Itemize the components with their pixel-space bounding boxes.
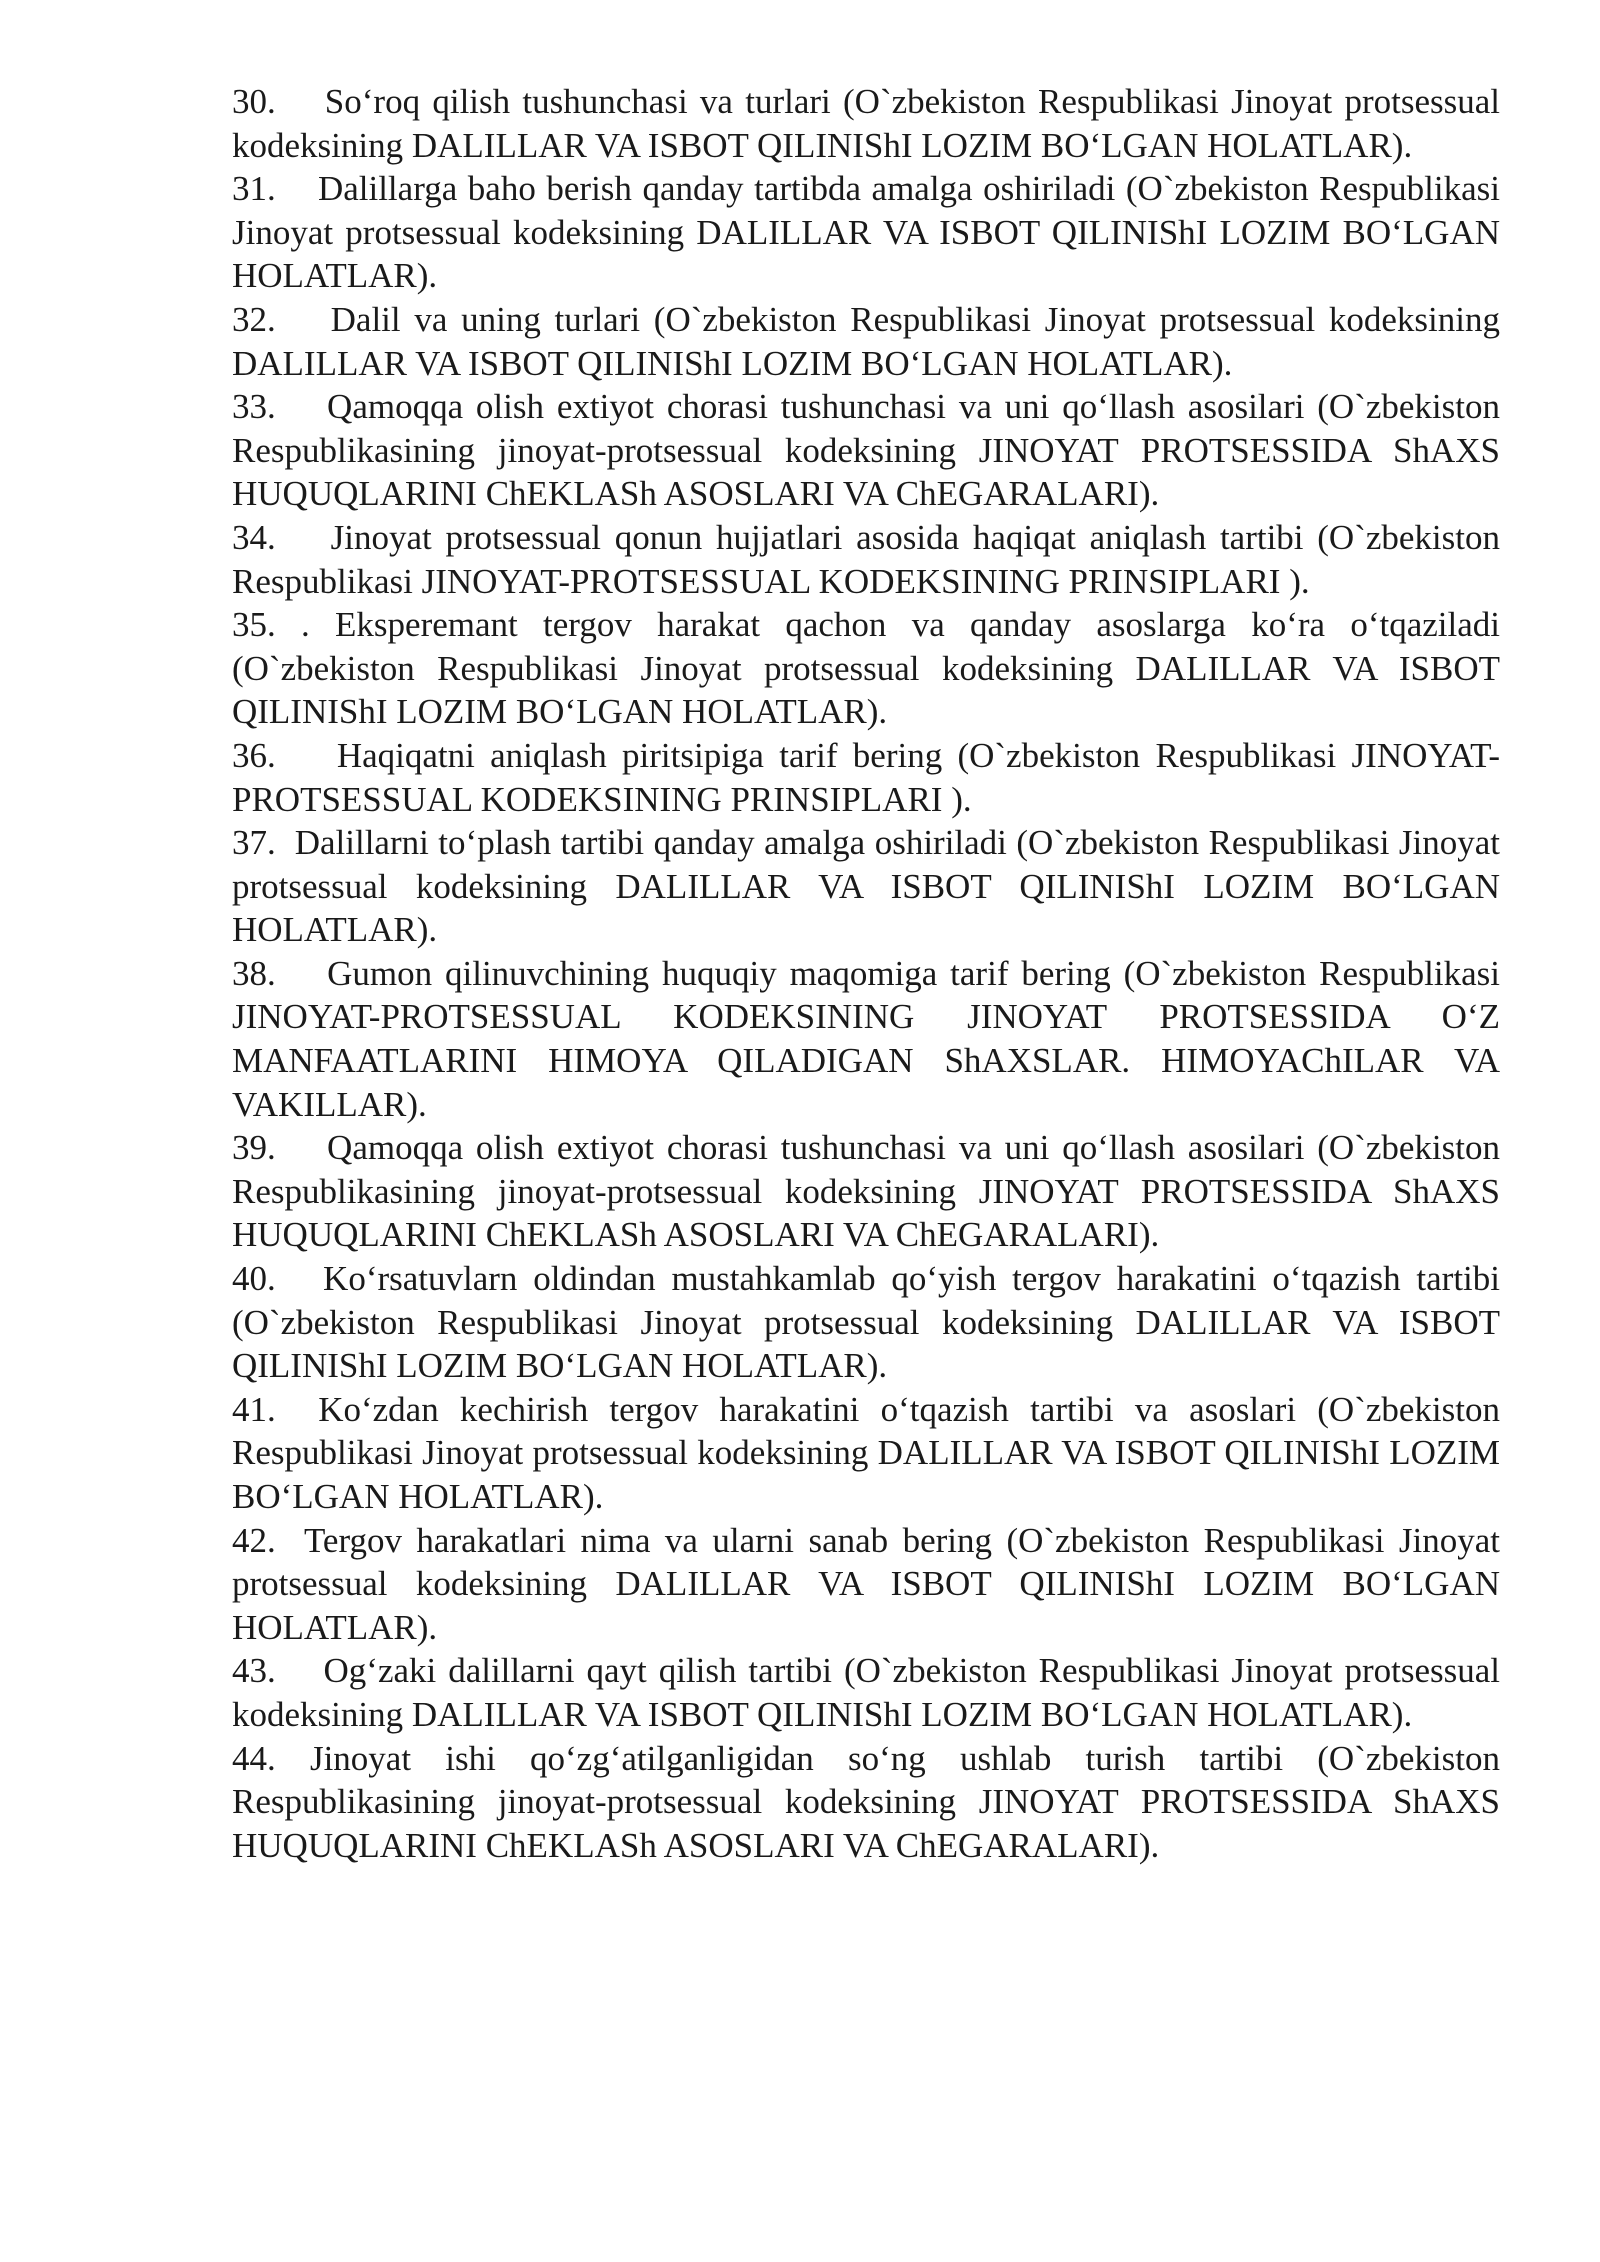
list-item: 40. Ko‘rsatuvlarn oldindan mustahkamlab qo‘yish tergov harakatini o‘tqazish tartibi (O`zbekiston Respublikasi Jinoyat protsessual kodeksining DALILLAR VA ISBOT QILINIShI LOZIM BO‘LGAN HOLATLAR). bbox=[232, 1259, 1500, 1386]
list-item: 38. Gumon qilinuvchining huquqiy maqomiga tarif bering (O`zbekiston Respublikasi JINOYAT-PROTSESSUAL KODEKSINING JINOYAT PROTSESSIDA O‘Z MANFAATLARINI HIMOYA QILADIGAN ShAXSLAR. HIMOYAChILAR VA VAKILLAR). bbox=[232, 953, 1500, 1124]
list-item: 43. Og‘zaki dalillarni qayt qilish tartibi (O`zbekiston Respublikasi Jinoyat protsessual kodeksining DALILLAR VA ISBOT QILINIShI LOZIM BO‘LGAN HOLATLAR). bbox=[232, 1651, 1500, 1734]
list-item: 36. Haqiqatni aniqlash piritsipiga tarif bering (O`zbekiston Respublikasi JINOYAT-PROTSESSUAL KODEKSINING PRINSIPLARI ). bbox=[232, 735, 1500, 819]
list-item: 37. Dalillarni to‘plash tartibi qanday amalga oshiriladi (O`zbekiston Respublikasi Jinoyat protsessual kodeksining DALILLAR VA ISBOT QILINIShI LOZIM BO‘LGAN HOLATLAR). bbox=[232, 823, 1500, 950]
question-list bbox=[232, 80, 1500, 1867]
list-item: 35. . Eksperemant tergov harakat qachon va qanday asoslarga ko‘ra o‘tqaziladi (O`zbekiston Respublikasi Jinoyat protsessual kodeksining DALILLAR VA ISBOT QILINIShI LOZIM BO‘LGAN HOLATLAR). bbox=[232, 605, 1500, 732]
list-item: 34. Jinoyat protsessual qonun hujjatlari asosida haqiqat aniqlash tartibi (O`zbekiston Respublikasi JINOYAT-PROTSESSUAL KODEKSINING PRINSIPLARI ). bbox=[232, 517, 1500, 601]
list-item: 30. So‘roq qilish tushunchasi va turlari (O`zbekiston Respublikasi Jinoyat protsessual kodeksining DALILLAR VA ISBOT QILINIShI LOZIM BO‘LGAN HOLATLAR). bbox=[232, 82, 1500, 165]
list-item: 33. Qamoqqa olish extiyot chorasi tushunchasi va uni qo‘llash asosilari (O`zbekiston Respublikasining jinoyat-protsessual kodeksining JINOYAT PROTSESSIDA ShAXS HUQUQLARINI ChEKLASh ASOSLARI VA ChEGARALARI). bbox=[232, 387, 1500, 514]
list-item: 41. Ko‘zdan kechirish tergov harakatini o‘tqazish tartibi va asoslari (O`zbekiston Respublikasi Jinoyat protsessual kodeksining DALILLAR VA ISBOT QILINIShI LOZIM BO‘LGAN HOLATLAR). bbox=[232, 1389, 1500, 1516]
list-item: 42. Tergov harakatlari nima va ularni sanab bering (O`zbekiston Respublikasi Jinoyat protsessual kodeksining DALILLAR VA ISBOT QILINIShI LOZIM BO‘LGAN HOLATLAR). bbox=[232, 1520, 1500, 1647]
list-item: 32. Dalil va uning turlari (O`zbekiston Respublikasi Jinoyat protsessual kodeksining DALILLAR VA ISBOT QILINIShI LOZIM BO‘LGAN HOLATLAR). bbox=[232, 299, 1500, 383]
list-item: 31. Dalillarga baho berish qanday tartibda amalga oshiriladi (O`zbekiston Respublikasi Jinoyat protsessual kodeksining DALILLAR VA ISBOT QILINIShI LOZIM BO‘LGAN HOLATLAR). bbox=[232, 169, 1500, 296]
list-item: 39. Qamoqqa olish extiyot chorasi tushunchasi va uni qo‘llash asosilari (O`zbekiston Respublikasining jinoyat-protsessual kodeksining JINOYAT PROTSESSIDA ShAXS HUQUQLARINI ChEKLASh ASOSLARI VA ChEGARALARI). bbox=[232, 1128, 1500, 1255]
list-item: 44. Jinoyat ishi qo‘zg‘atilganligidan so‘ng ushlab turish tartibi (O`zbekiston Respublikasining jinoyat-protsessual kodeksining JINOYAT PROTSESSIDA ShAXS HUQUQLARINI ChEKLASh ASOSLARI VA ChEGARALARI). bbox=[232, 1738, 1500, 1865]
